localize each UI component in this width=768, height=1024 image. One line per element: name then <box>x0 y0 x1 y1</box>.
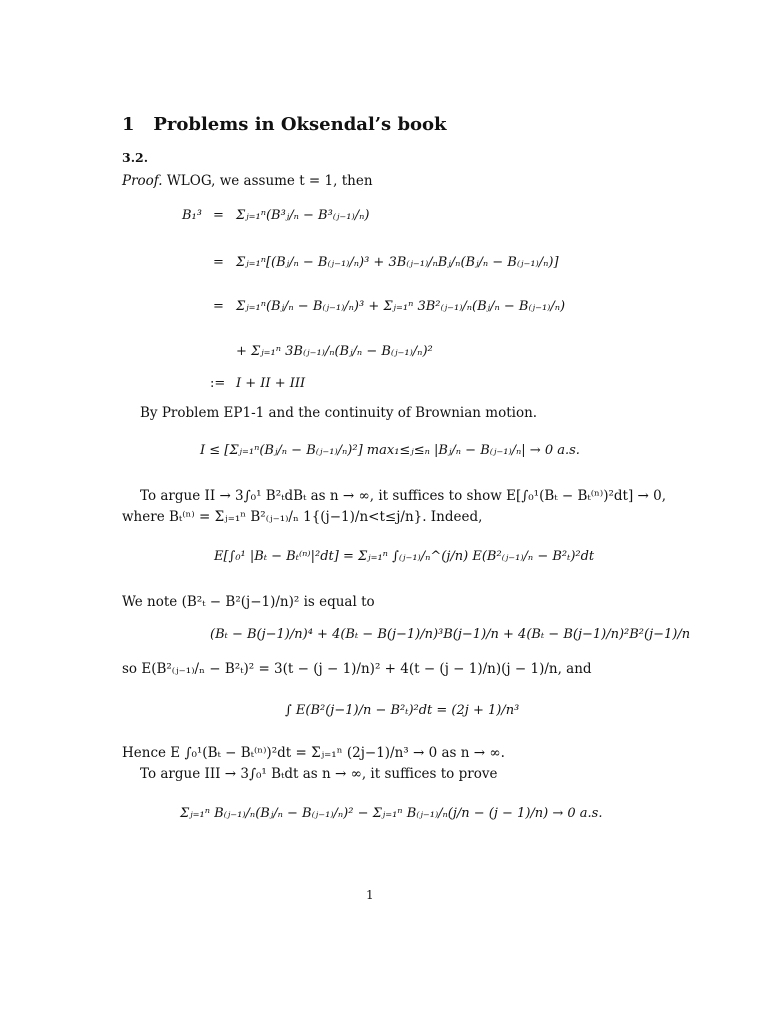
eq-row3-rel: = <box>213 299 224 314</box>
brownian-sentence: By Problem EP1-1 and the continuity of Brownian motion. <box>140 405 538 421</box>
proof-intro-line <box>122 172 373 190</box>
argue-II-line1: To argue II → 3∫₀¹ B²ₜdBₜ as n → ∞, it suffices to show E[∫₀¹(Bₜ − Bₜ⁽ⁿ⁾)²dt] → 0, <box>140 488 666 504</box>
eq-I-bound: I ≤ [Σⱼ₌₁ⁿ(Bⱼ/ₙ − B₍ⱼ₋₁₎/ₙ)²] max₁≤ⱼ≤ₙ |Bⱼ/ₙ − B₍ⱼ₋₁₎/ₙ| → 0 a.s. <box>200 443 580 458</box>
hence-line: Hence E ∫₀¹(Bₜ − Bₜ⁽ⁿ⁾)²dt = Σⱼ₌₁ⁿ (2j−1)/n³ → 0 as n → ∞. <box>122 745 505 761</box>
we-note-line: We note (B²ₜ − B²(j−1)/n)² is equal to <box>122 594 375 610</box>
section-number: 1 <box>122 114 135 135</box>
proof-label: Proof. <box>122 173 163 189</box>
eq-small-integral: ∫ E(B²(j−1)/n − B²ₜ)²dt = (2j + 1)/n³ <box>285 703 520 718</box>
page-number: 1 <box>366 888 374 902</box>
problem-number: 3.2. <box>122 150 149 165</box>
eq-row5-rel: := <box>210 376 226 391</box>
eq-expansion: (Bₜ − B(j−1)/n)⁴ + 4(Bₜ − B(j−1)/n)³B(j−1)/n + 4(Bₜ − B(j−1)/n)²B²(j−1)/n <box>210 627 691 642</box>
section-heading <box>122 114 447 135</box>
eq-row4-rhs: + Σⱼ₌₁ⁿ 3B₍ⱼ₋₁₎/ₙ(Bⱼ/ₙ − B₍ⱼ₋₁₎/ₙ)² <box>236 344 433 359</box>
section-title: Problems in Oksendal’s book <box>153 114 447 135</box>
eq-E-integral: E[∫₀¹ |Bₜ − Bₜ⁽ⁿ⁾|²dt] = Σⱼ₌₁ⁿ ∫₍ⱼ₋₁₎/ₙ^(j/n) E(B²₍ⱼ₋₁₎/ₙ − B²ₜ)²dt <box>214 549 595 564</box>
eq-row2-rel: = <box>213 255 224 270</box>
argue-II-line2: where Bₜ⁽ⁿ⁾ = Σⱼ₌₁ⁿ B²₍ⱼ₋₁₎/ₙ 1{(j−1)/n<t≤j/n}. Indeed, <box>122 509 483 525</box>
proof-intro: WLOG, we assume t = 1, then <box>166 173 373 189</box>
eq-row1-rel: = <box>213 208 224 223</box>
eq-row5-rhs: I + II + III <box>236 376 306 391</box>
eq-row3-rhs: Σⱼ₌₁ⁿ(Bⱼ/ₙ − B₍ⱼ₋₁₎/ₙ)³ + Σⱼ₌₁ⁿ 3B²₍ⱼ₋₁₎/ₙ(Bⱼ/ₙ − B₍ⱼ₋₁₎/ₙ) <box>236 299 566 314</box>
eq-final: Σⱼ₌₁ⁿ B₍ⱼ₋₁₎/ₙ(Bⱼ/ₙ − B₍ⱼ₋₁₎/ₙ)² − Σⱼ₌₁ⁿ B₍ⱼ₋₁₎/ₙ(j/n − (j − 1)/n) → 0 a.s. <box>180 806 603 821</box>
eq-row1-lhs: B₁³ <box>182 208 202 223</box>
eq-row2-rhs: Σⱼ₌₁ⁿ[(Bⱼ/ₙ − B₍ⱼ₋₁₎/ₙ)³ + 3B₍ⱼ₋₁₎/ₙBⱼ/ₙ(Bⱼ/ₙ − B₍ⱼ₋₁₎/ₙ)] <box>236 255 559 270</box>
argue-III-line: To argue III → 3∫₀¹ Bₜdt as n → ∞, it suffices to prove <box>140 766 498 782</box>
so-line: so E(B²₍ⱼ₋₁₎/ₙ − B²ₜ)² = 3(t − (j − 1)/n)² + 4(t − (j − 1)/n)(j − 1)/n, and <box>122 661 592 677</box>
eq-row1-rhs: Σⱼ₌₁ⁿ(B³ⱼ/ₙ − B³₍ⱼ₋₁₎/ₙ) <box>236 208 370 223</box>
